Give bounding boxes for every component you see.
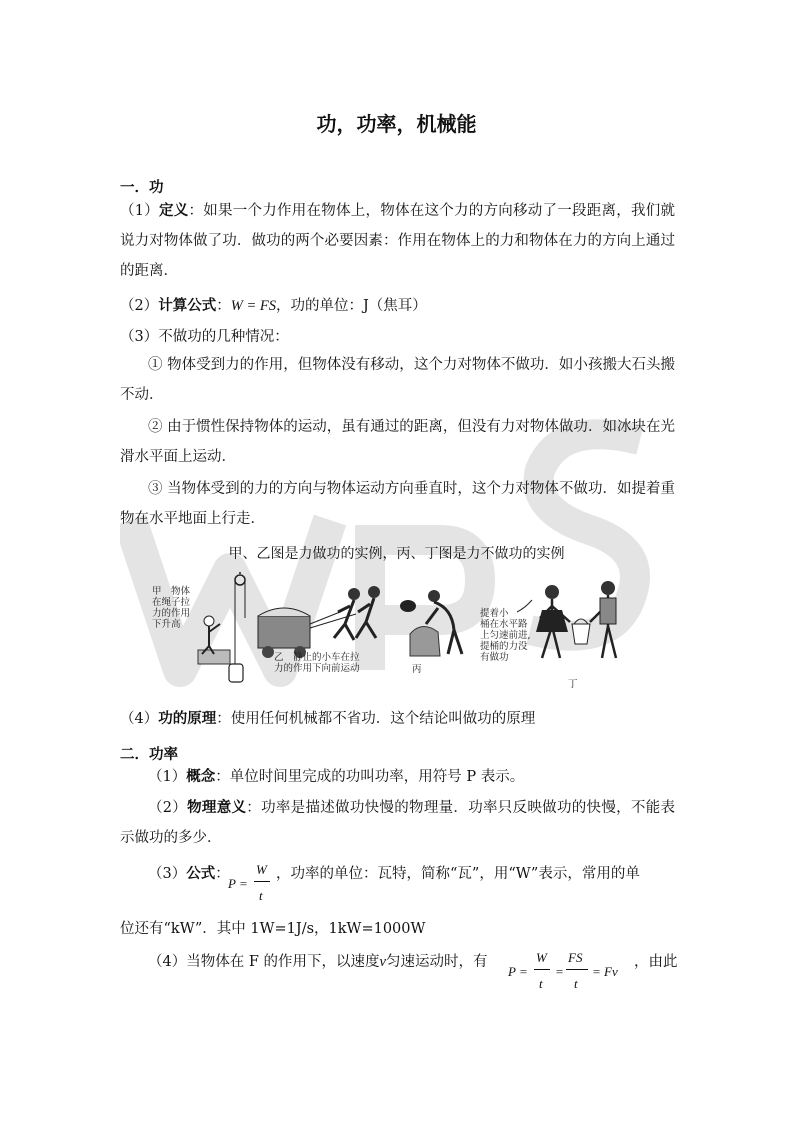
label-yi — [274, 652, 360, 674]
term-definition: 定义 — [158, 203, 189, 219]
fraction-2-numerator: FS — [568, 950, 583, 965]
item-number: （1） — [120, 203, 159, 219]
item-number: （4） — [120, 711, 159, 727]
label-line: 提桶的力没 — [480, 641, 528, 652]
label-line: 乙 静止的小车在拉 — [274, 652, 360, 663]
label-ding-description — [480, 608, 531, 663]
term-formula: 计算公式 — [158, 298, 217, 314]
meaning-text: ：功率是描述做功快慢的物理量．功率只反映做功的快慢，不能表示做功的多少． — [120, 800, 676, 846]
power-velocity-rhs: = Fv — [592, 964, 618, 979]
label-bing: 丙 — [412, 664, 422, 675]
work-formula: W = FS — [230, 298, 276, 314]
fraction-bar — [534, 969, 550, 970]
label-line: 上匀速前进, — [480, 630, 531, 641]
equals-sign: = — [555, 964, 564, 979]
section-heading-power: 二．功率 — [120, 747, 178, 763]
term-concept: 概念 — [186, 769, 216, 785]
item-number: （2） — [120, 298, 159, 314]
label-line: 有做功 — [480, 652, 509, 663]
motion-text: （4）当物体在 F 的作用下，以速度 — [148, 954, 380, 970]
label-line: 下升高 — [152, 619, 181, 630]
label-line: 甲 物体 — [152, 586, 191, 597]
term-meaning: 物理意义 — [187, 800, 247, 816]
fraction-2-denominator: t — [574, 976, 578, 991]
power-meaning-paragraph — [120, 793, 675, 853]
work-principle-paragraph — [120, 707, 675, 728]
power-unit-text: ，功率的单位：瓦特，简称“瓦”，用“W”表示，常用的单 — [276, 866, 640, 882]
fraction-bar — [566, 969, 588, 970]
principle-text: ：使用任何机械都不省功．这个结论叫做功的原理 — [216, 711, 536, 727]
colon: ： — [215, 866, 230, 882]
therefore-text: ，由此 — [634, 954, 678, 970]
item-number: （2） — [148, 800, 188, 816]
power-concept-paragraph — [120, 762, 675, 792]
power-unit-continued: 位还有“kW”．其中 1W=1J/s，1kW=1000W — [120, 921, 426, 937]
fraction-1-numerator: W — [536, 950, 547, 965]
section-heading-work: 一．功 — [120, 180, 164, 196]
uniform-motion-text — [148, 950, 508, 971]
term-formula: 公式 — [186, 866, 216, 882]
page-title: 功，功率，机械能 — [316, 112, 477, 136]
case-1: ① 物体受到力的作用，但物体没有移动，这个力对物体不做功．如小孩搬大石头搬不动． — [120, 357, 675, 403]
unit-text: ，功的单位：J（焦耳） — [275, 298, 427, 314]
concept-text: ：单位时间里完成的功叫功率，用符号 P 表示。 — [215, 769, 525, 785]
illustration-drawing — [140, 572, 640, 694]
power-formula-denominator: t — [259, 888, 263, 903]
colon: ： — [216, 298, 231, 314]
motion-text-2: 匀速运动时，有 — [385, 954, 488, 970]
figure-caption: 甲、乙图是力做功的实例，丙、丁图是力不做功的实例 — [228, 546, 565, 562]
definition-paragraph — [120, 196, 675, 286]
label-line: 力的作用下向前运动 — [274, 663, 360, 674]
fraction-bar — [254, 881, 270, 882]
power-formula-lhs: P = — [228, 876, 248, 891]
term-principle: 功的原理 — [158, 711, 217, 727]
label-line: 桶在水平路 — [480, 619, 528, 630]
label-jia — [152, 586, 190, 630]
fraction-1-denominator: t — [539, 976, 543, 991]
no-work-cases-heading: （3）不做功的几种情况： — [120, 329, 289, 345]
label-line: 力的作用 — [152, 608, 191, 619]
case-2: ② 由于惯性保持物体的运动，虽有通过的距离，但没有力对物体做功．如冰块在光滑水平面上运动． — [120, 419, 675, 465]
power-formula-numerator: W — [256, 862, 267, 877]
velocity-symbol: v — [379, 954, 386, 970]
work-examples-illustration — [140, 572, 640, 694]
definition-text: ：如果一个力作用在物体上，物体在这个力的方向移动了一段距离，我们就说力对物体做了功．做功的两个必要因素：作用在物体上的力和物体在力的方向上通过的距离． — [120, 203, 676, 279]
case-3: ③ 当物体受到的力的方向与物体运动方向垂直时，这个力对物体不做功．如提着重物在水平地面上行走． — [120, 481, 675, 527]
power-velocity-lhs: P = — [508, 964, 528, 979]
label-line: 提着小 — [480, 608, 509, 619]
item-number: （1） — [148, 769, 187, 785]
item-number: （3） — [148, 866, 187, 882]
formula-paragraph — [120, 294, 675, 315]
label-ding: 丁 — [568, 679, 578, 690]
label-line: 在绳子拉 — [152, 597, 191, 608]
